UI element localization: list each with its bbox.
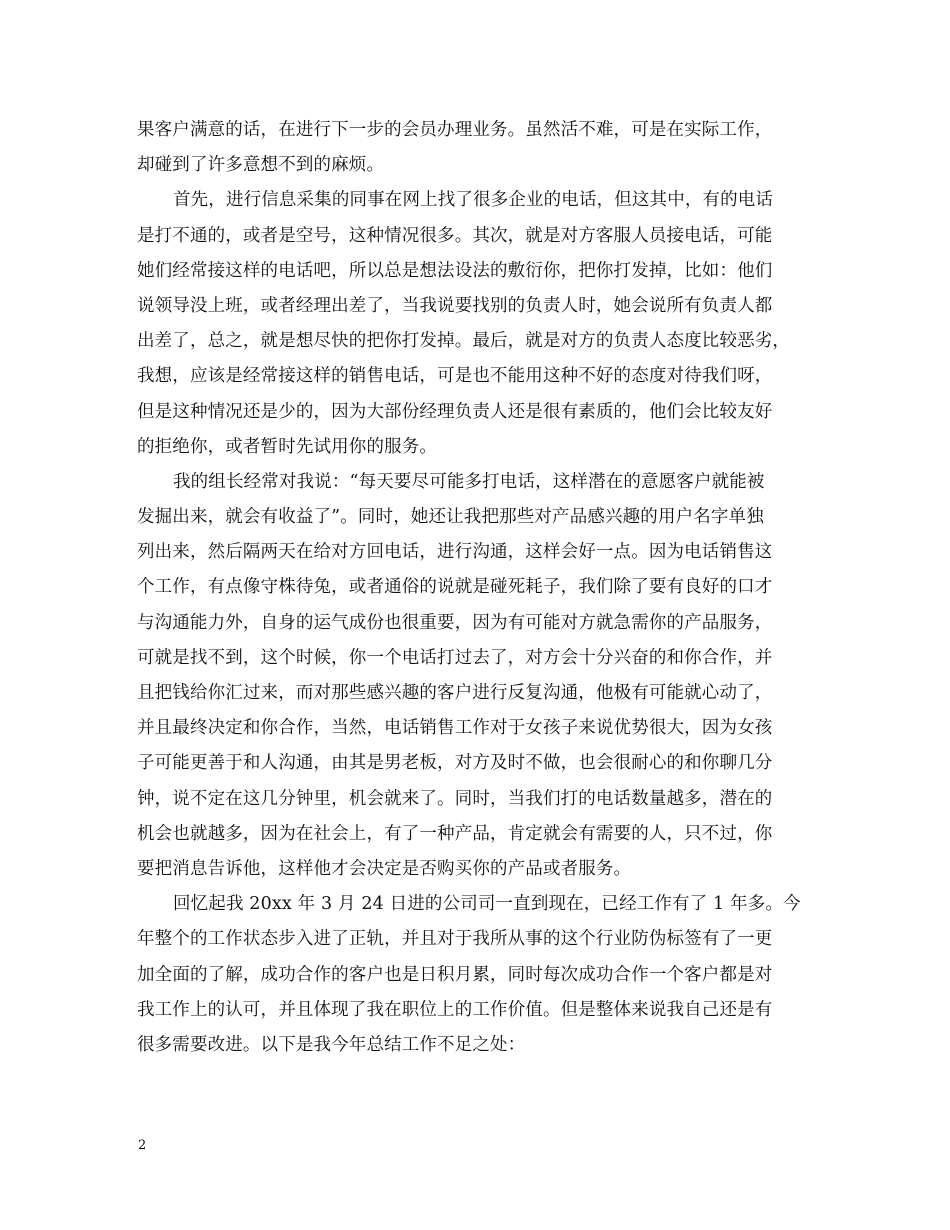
text-line: 加全面的了解，成功合作的客户也是日积月累，同时每次成功合作一个客户都是对	[137, 964, 773, 985]
text-line: 我的组长经常对我说：“每天要尽可能多打电话，这样潜在的意愿客户就能被	[173, 471, 765, 492]
text-line: 首先，进行信息采集的同事在网上找了很多企业的电话，但这其中，有的电话	[173, 190, 774, 211]
text-line: 但是这种情况还是少的，因为大部份经理负责人还是很有素质的，他们会比较友好	[137, 401, 773, 422]
text-line: 钟，说不定在这几分钟里，机会就来了。同时，当我们打的电话数量越多，潜在的	[137, 788, 773, 809]
text-line: 要把消息告诉他，这样他才会决定是否购买你的产品或者服务。	[137, 858, 632, 879]
text-line: 她们经常接这样的电话吧，所以总是想法设法的敷衍你，把你打发掉，比如：他们	[137, 260, 773, 281]
text-line: 却碰到了许多意想不到的麻烦。	[137, 155, 385, 176]
text-line: 年整个的工作状态步入进了正轨，并且对于我所从事的这个行业防伪标签有了一更	[137, 929, 773, 950]
text-line: 很多需要改进。以下是我今年总结工作不足之处：	[137, 1034, 526, 1055]
text-line: 子可能更善于和人沟通，由其是男老板，对方及时不做，也会很耐心的和你聊几分	[137, 753, 773, 774]
text-line: 可就是找不到，这个时候，你一个电话打过去了，对方会十分兴奋的和你合作，并	[137, 647, 773, 668]
text-line: 与沟通能力外，自身的运气成份也很重要，因为有可能对方就急需你的产品服务，	[137, 612, 773, 633]
paragraph	[137, 465, 827, 887]
text-line: 发掘出来，就会有收益了”。同时，她还让我把那些对产品感兴趣的用户名字单独	[137, 507, 764, 528]
text-line: 说领导没上班，或者经理出差了，当我说要找别的负责人时，她会说所有负责人都	[137, 295, 773, 316]
paragraph	[137, 113, 827, 183]
text-line: 果客户满意的话，在进行下一步的会员办理业务。虽然活不难，可是在实际工作，	[137, 120, 773, 140]
text-line: 机会也就越多，因为在社会上，有了一种产品，肯定就会有需要的人，只不过，你	[137, 823, 773, 844]
text-line: 且把钱给你汇过来，而对那些感兴趣的客户进行反复沟通，他极有可能就心动了，	[137, 683, 773, 703]
text-line: 是打不通的，或者是空号，这种情况很多。其次，就是对方客服人员接电话，可能	[137, 225, 773, 246]
paragraph	[137, 887, 827, 1063]
text-line: 的拒绝你，或者暂时先试用你的服务。	[137, 436, 438, 457]
paragraph	[137, 183, 827, 465]
text-line: 个工作，有点像守株待兔，或者通俗的说就是碰死耗子，我们除了要有良好的口才	[137, 577, 773, 598]
document-body	[137, 113, 827, 1063]
page-number: 2	[138, 1138, 147, 1153]
text-line: 并且最终决定和你合作，当然，电话销售工作对于女孩子来说优势很大，因为女孩	[137, 718, 773, 739]
text-line: 出差了，总之，就是想尽快的把你打发掉。最后，就是对方的负责人态度比较恶劣，	[137, 331, 791, 352]
text-line: 列出来，然后隔两天在给对方回电话，进行沟通，这样会好一点。因为电话销售这	[137, 542, 773, 563]
text-line: 我想，应该是经常接这样的销售电话，可是也不能用这种不好的态度对待我们呀，	[137, 366, 773, 387]
text-line: 回忆起我 20xx 年 3 月 24 日进的公司司一直到现在，已经工作有了 1 年多。今	[173, 894, 801, 915]
text-line: 我工作上的认可，并且体现了我在职位上的工作价值。但是整体来说我自己还是有	[137, 999, 773, 1020]
